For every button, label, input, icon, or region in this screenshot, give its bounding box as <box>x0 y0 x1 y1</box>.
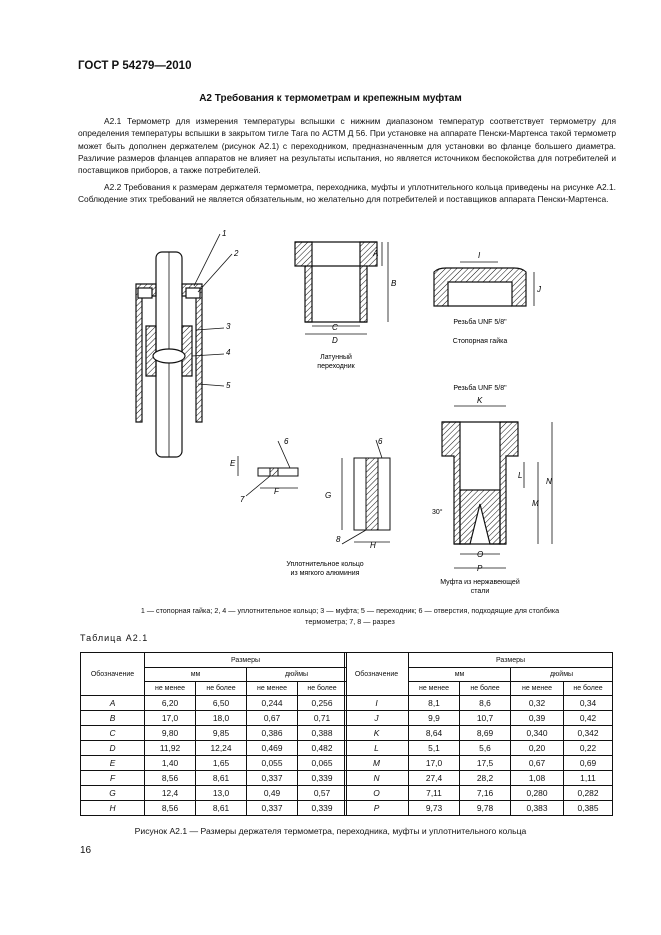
table-row: M 17,0 17,5 0,67 0,69 <box>345 756 613 771</box>
stainless-sleeve-drawing <box>442 406 552 568</box>
header-inches: дюймы <box>247 668 347 682</box>
header-in-min: не менее <box>247 682 298 696</box>
dim-label-c: C <box>332 323 338 332</box>
thermometer-assembly-drawing <box>136 252 202 457</box>
thread-label-nut: Резьба UNF 5/8" <box>453 319 507 326</box>
header-in-max: не более <box>564 682 613 696</box>
figure-legend <box>80 605 620 627</box>
header-mm: мм <box>145 668 247 682</box>
header-sizes: Размеры <box>145 653 347 668</box>
sleeve-caption-line1: Муфта из нержавеющей <box>440 579 520 586</box>
header-inches: дюймы <box>511 668 613 682</box>
table-row: J 9,9 10,7 0,39 0,42 <box>345 711 613 726</box>
header-designation: Обозначение <box>81 653 145 696</box>
nut-caption: Стопорная гайка <box>452 338 508 345</box>
dim-label-d: D <box>332 336 338 345</box>
document-header: ГОСТ Р 54279—2010 <box>78 60 192 72</box>
dim-label-m: M <box>532 499 539 508</box>
header-mm-max: не более <box>460 682 511 696</box>
dim-label-n: N <box>546 477 552 486</box>
header-mm-min: не менее <box>145 682 196 696</box>
dim-label-j: J <box>537 285 541 294</box>
dim-label-o: O <box>477 550 484 559</box>
dim-label-h: H <box>370 541 376 550</box>
legend-line-2: термометра; 7, 8 — разрез <box>305 617 395 626</box>
table-row: F 8,56 8,61 0,337 0,339 <box>81 771 347 786</box>
callout-1: 1 <box>222 229 227 238</box>
figure-a2-1 <box>120 226 560 601</box>
dim-label-k: K <box>477 396 483 405</box>
dim-label-b: B <box>391 279 397 288</box>
dim-label-g: G <box>325 491 332 500</box>
table-row: B 17,0 18,0 0,67 0,71 <box>81 711 347 726</box>
dim-label-f: F <box>274 487 279 496</box>
table-row: L 5,1 5,6 0,20 0,22 <box>345 741 613 756</box>
sleeve-caption-line2: стали <box>470 588 490 595</box>
callout-2: 2 <box>234 249 239 258</box>
header-mm-min: не менее <box>409 682 460 696</box>
table-row: P 9,73 9,78 0,383 0,385 <box>345 801 613 816</box>
table-row: I 8,1 8,6 0,32 0,34 <box>345 696 613 711</box>
header-sizes: Размеры <box>409 653 613 668</box>
dimensions-table-right <box>344 652 613 816</box>
thread-label-sleeve: Резьба UNF 5/8" <box>453 385 507 392</box>
adapter-caption-line2: переходник <box>317 363 355 370</box>
lock-nut-drawing <box>434 262 534 306</box>
callout-6b: 6 <box>378 437 383 446</box>
callout-5: 5 <box>226 381 231 390</box>
callout-8: 8 <box>336 535 341 544</box>
table-row: E 1,40 1,65 0,055 0,065 <box>81 756 347 771</box>
figure-caption: Рисунок А2.1 — Размеры держателя термометра, переходника, муфты и уплотнительного кольца <box>134 826 527 836</box>
table-row: O 7,11 7,16 0,280 0,282 <box>345 786 613 801</box>
ring-caption-line2: из мягкого алюминия <box>290 570 360 577</box>
table-row: N 27,4 28,2 1,08 1,11 <box>345 771 613 786</box>
dim-label-e: E <box>230 459 236 468</box>
ring-caption-line1: Уплотнительное кольцо <box>286 561 364 568</box>
sealing-ring-section-drawing <box>238 441 298 496</box>
header-mm: мм <box>409 668 511 682</box>
dimensions-table-left <box>80 652 347 816</box>
header-in-min: не менее <box>511 682 564 696</box>
callout-4: 4 <box>226 348 231 357</box>
dim-label-p: P <box>477 564 483 573</box>
sealing-ring-drawing <box>342 440 390 544</box>
callout-7: 7 <box>240 495 245 504</box>
table-row: A 6,20 6,50 0,244 0,256 <box>81 696 347 711</box>
angle-label: 30° <box>432 509 443 516</box>
dim-label-l: L <box>518 471 523 480</box>
paragraph-a2-1: А2.1 Термометр для измерения температуры вспышки с нижним диапазоном температур соответствует термометру для определения температуры вспышки в закрытом тигле Тага по АСТМ Д 56. При установке на аппарате Пенски-Мартенса такой термометр может быть дополнен держателем (рисунок А2.1) с переходником, предназначенным для установки во фланце большего диаметра. Различие размеров фланцев аппаратов не влияет на результаты испытания, но является источником беспокойства для потребителей и поставщиков приборов, а также потребителей. <box>78 116 616 176</box>
adapter-caption-line1: Латунный <box>320 354 352 361</box>
header-in-max: не более <box>298 682 347 696</box>
table-row: H 8,56 8,61 0,337 0,339 <box>81 801 347 816</box>
callout-3: 3 <box>226 322 231 331</box>
page-number: 16 <box>80 845 92 856</box>
table-title: Таблица А2.1 <box>80 633 149 643</box>
callout-6a: 6 <box>284 437 289 446</box>
header-mm-max: не более <box>196 682 247 696</box>
section-title: А2 Требования к термометрам и крепежным муфтам <box>199 93 462 104</box>
legend-line-1: 1 — стопорная гайка; 2, 4 — уплотнительное кольцо; 3 — муфта; 5 — переходник; 6 — отверстия, подходящие для столбика <box>140 606 560 615</box>
header-designation: Обозначение <box>345 653 409 696</box>
dim-label-a: A <box>373 249 379 258</box>
table-row: G 12,4 13,0 0,49 0,57 <box>81 786 347 801</box>
table-row: C 9,80 9,85 0,386 0,388 <box>81 726 347 741</box>
dim-label-i: I <box>478 251 481 260</box>
table-row: D 11,92 12,24 0,469 0,482 <box>81 741 347 756</box>
paragraph-a2-2: А2.2 Требования к размерам держателя термометра, переходника, муфты и уплотнительного кольца приведены на рисунке А2.1. Соблюдение этих требований не является обязательным, но желательно для потребителей и поставщиков аппарата Пенски-Мартенса. <box>78 182 616 205</box>
table-row: K 8,64 8,69 0,340 0,342 <box>345 726 613 741</box>
